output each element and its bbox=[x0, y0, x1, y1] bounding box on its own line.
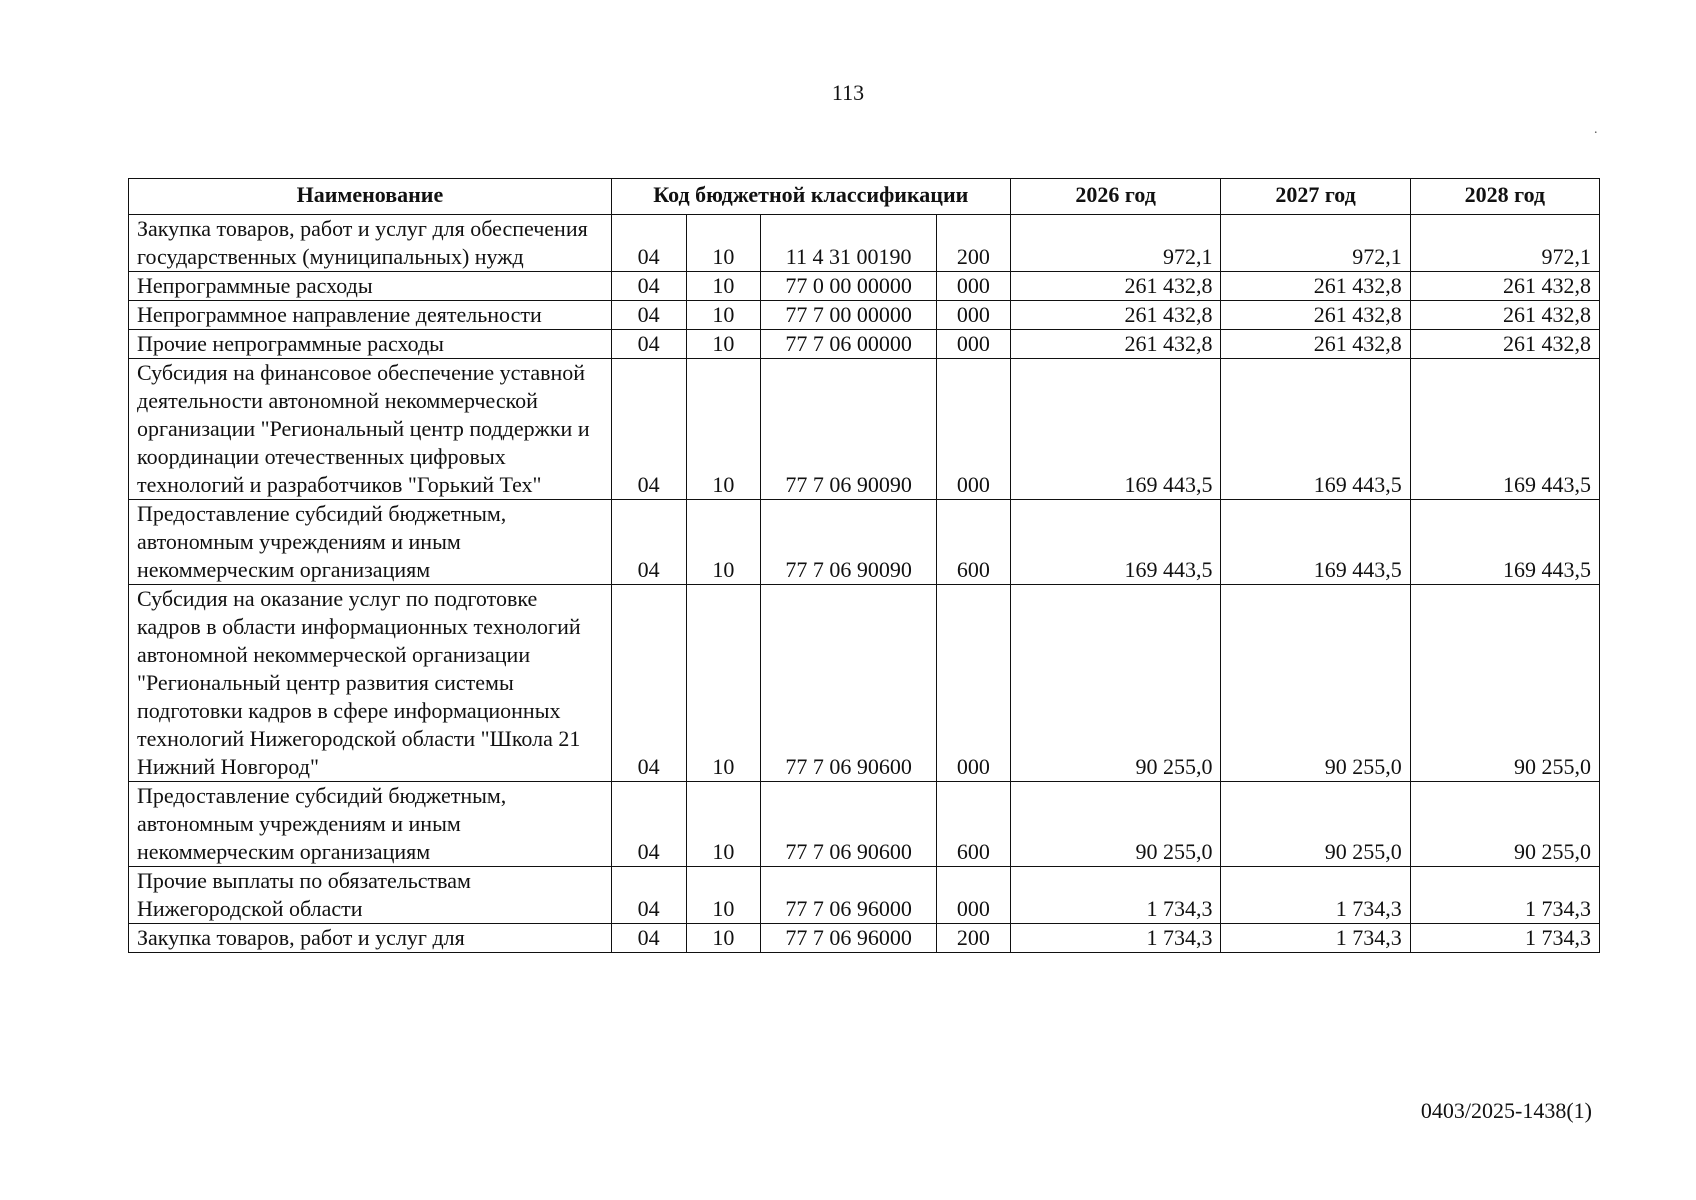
row-amount-2026: 261 432,8 bbox=[1010, 301, 1221, 330]
row-amount-2027: 261 432,8 bbox=[1221, 330, 1410, 359]
row-expense-type-code: 200 bbox=[937, 215, 1011, 272]
row-section-code: 04 bbox=[611, 359, 686, 500]
table-row bbox=[129, 782, 1600, 867]
row-name: Прочие непрограммные расходы bbox=[129, 330, 612, 359]
row-amount-2026: 261 432,8 bbox=[1010, 272, 1221, 301]
row-amount-2026: 90 255,0 bbox=[1010, 585, 1221, 782]
row-amount-2028: 90 255,0 bbox=[1410, 585, 1599, 782]
row-amount-2028: 261 432,8 bbox=[1410, 301, 1599, 330]
row-subsection-code: 10 bbox=[686, 215, 761, 272]
row-amount-2028: 90 255,0 bbox=[1410, 782, 1599, 867]
row-amount-2026: 1 734,3 bbox=[1010, 924, 1221, 953]
row-amount-2028: 972,1 bbox=[1410, 215, 1599, 272]
row-target-code: 77 7 06 96000 bbox=[761, 924, 937, 953]
row-section-code: 04 bbox=[611, 272, 686, 301]
page-number: 113 bbox=[831, 80, 865, 105]
row-expense-type-code: 000 bbox=[937, 272, 1011, 301]
row-target-code: 77 0 00 00000 bbox=[761, 272, 937, 301]
header-year-2027: 2027 год bbox=[1221, 179, 1410, 215]
row-expense-type-code: 000 bbox=[937, 330, 1011, 359]
row-name: Предоставление субсидий бюджетным, автономным учреждениям и иным некоммерческим организациям bbox=[129, 782, 612, 867]
row-target-code: 77 7 06 96000 bbox=[761, 867, 937, 924]
table-row bbox=[129, 330, 1600, 359]
row-amount-2027: 1 734,3 bbox=[1221, 867, 1410, 924]
row-amount-2026: 169 443,5 bbox=[1010, 500, 1221, 585]
table-row bbox=[129, 301, 1600, 330]
row-name: Закупка товаров, работ и услуг для bbox=[129, 924, 612, 953]
table-row bbox=[129, 272, 1600, 301]
row-amount-2027: 972,1 bbox=[1221, 215, 1410, 272]
row-name: Субсидия на финансовое обеспечение уставной деятельности автономной некоммерческой организации "Региональный центр поддержки и координации отечественных цифровых технологий и разработчиков "Горький Тех" bbox=[129, 359, 612, 500]
row-amount-2027: 169 443,5 bbox=[1221, 500, 1410, 585]
row-subsection-code: 10 bbox=[686, 500, 761, 585]
row-amount-2026: 169 443,5 bbox=[1010, 359, 1221, 500]
row-subsection-code: 10 bbox=[686, 301, 761, 330]
header-name: Наименование bbox=[129, 179, 612, 215]
row-section-code: 04 bbox=[611, 301, 686, 330]
row-name: Прочие выплаты по обязательствам Нижегородской области bbox=[129, 867, 612, 924]
row-subsection-code: 10 bbox=[686, 782, 761, 867]
table-row bbox=[129, 924, 1600, 953]
row-amount-2026: 972,1 bbox=[1010, 215, 1221, 272]
document-code: 0403/2025-1438(1) bbox=[1420, 1098, 1592, 1123]
row-expense-type-code: 600 bbox=[937, 500, 1011, 585]
row-expense-type-code: 000 bbox=[937, 359, 1011, 500]
row-section-code: 04 bbox=[611, 215, 686, 272]
row-target-code: 11 4 31 00190 bbox=[761, 215, 937, 272]
header-year-2028: 2028 год bbox=[1410, 179, 1599, 215]
row-target-code: 77 7 06 90090 bbox=[761, 359, 937, 500]
row-amount-2028: 1 734,3 bbox=[1410, 867, 1599, 924]
row-expense-type-code: 200 bbox=[937, 924, 1011, 953]
row-section-code: 04 bbox=[611, 585, 686, 782]
row-target-code: 77 7 06 90600 bbox=[761, 585, 937, 782]
row-section-code: 04 bbox=[611, 867, 686, 924]
budget-table bbox=[128, 178, 1600, 953]
row-amount-2027: 169 443,5 bbox=[1221, 359, 1410, 500]
row-section-code: 04 bbox=[611, 330, 686, 359]
table-row bbox=[129, 867, 1600, 924]
row-subsection-code: 10 bbox=[686, 359, 761, 500]
row-amount-2026: 261 432,8 bbox=[1010, 330, 1221, 359]
header-year-2026: 2026 год bbox=[1010, 179, 1221, 215]
row-target-code: 77 7 06 90600 bbox=[761, 782, 937, 867]
row-subsection-code: 10 bbox=[686, 924, 761, 953]
table-body bbox=[129, 215, 1600, 953]
row-amount-2028: 261 432,8 bbox=[1410, 272, 1599, 301]
row-name: Субсидия на оказание услуг по подготовке кадров в области информационных технологий автономной некоммерческой организации "Региональный центр развития системы подготовки кадров в сфере информационных технологий Нижегородской области "Школа 21 Нижний Новгород" bbox=[129, 585, 612, 782]
row-amount-2026: 1 734,3 bbox=[1010, 867, 1221, 924]
table-row bbox=[129, 585, 1600, 782]
row-target-code: 77 7 00 00000 bbox=[761, 301, 937, 330]
scan-speck: . bbox=[1594, 122, 1598, 137]
row-target-code: 77 7 06 90090 bbox=[761, 500, 937, 585]
row-expense-type-code: 600 bbox=[937, 782, 1011, 867]
row-subsection-code: 10 bbox=[686, 330, 761, 359]
row-expense-type-code: 000 bbox=[937, 867, 1011, 924]
row-subsection-code: 10 bbox=[686, 585, 761, 782]
table-row bbox=[129, 500, 1600, 585]
row-amount-2027: 90 255,0 bbox=[1221, 585, 1410, 782]
row-section-code: 04 bbox=[611, 782, 686, 867]
table-row bbox=[129, 215, 1600, 272]
row-subsection-code: 10 bbox=[686, 272, 761, 301]
row-amount-2028: 261 432,8 bbox=[1410, 330, 1599, 359]
row-amount-2027: 261 432,8 bbox=[1221, 301, 1410, 330]
row-amount-2027: 90 255,0 bbox=[1221, 782, 1410, 867]
row-amount-2028: 1 734,3 bbox=[1410, 924, 1599, 953]
header-budget-code: Код бюджетной классификации bbox=[611, 179, 1010, 215]
row-amount-2027: 1 734,3 bbox=[1221, 924, 1410, 953]
row-amount-2028: 169 443,5 bbox=[1410, 359, 1599, 500]
row-expense-type-code: 000 bbox=[937, 585, 1011, 782]
row-section-code: 04 bbox=[611, 924, 686, 953]
table-row bbox=[129, 359, 1600, 500]
row-expense-type-code: 000 bbox=[937, 301, 1011, 330]
row-target-code: 77 7 06 00000 bbox=[761, 330, 937, 359]
row-section-code: 04 bbox=[611, 500, 686, 585]
row-amount-2028: 169 443,5 bbox=[1410, 500, 1599, 585]
row-subsection-code: 10 bbox=[686, 867, 761, 924]
row-name: Предоставление субсидий бюджетным, автономным учреждениям и иным некоммерческим организациям bbox=[129, 500, 612, 585]
row-name: Закупка товаров, работ и услуг для обеспечения государственных (муниципальных) нужд bbox=[129, 215, 612, 272]
table-header-row bbox=[129, 179, 1600, 215]
row-amount-2026: 90 255,0 bbox=[1010, 782, 1221, 867]
row-name: Непрограммное направление деятельности bbox=[129, 301, 612, 330]
row-name: Непрограммные расходы bbox=[129, 272, 612, 301]
row-amount-2027: 261 432,8 bbox=[1221, 272, 1410, 301]
